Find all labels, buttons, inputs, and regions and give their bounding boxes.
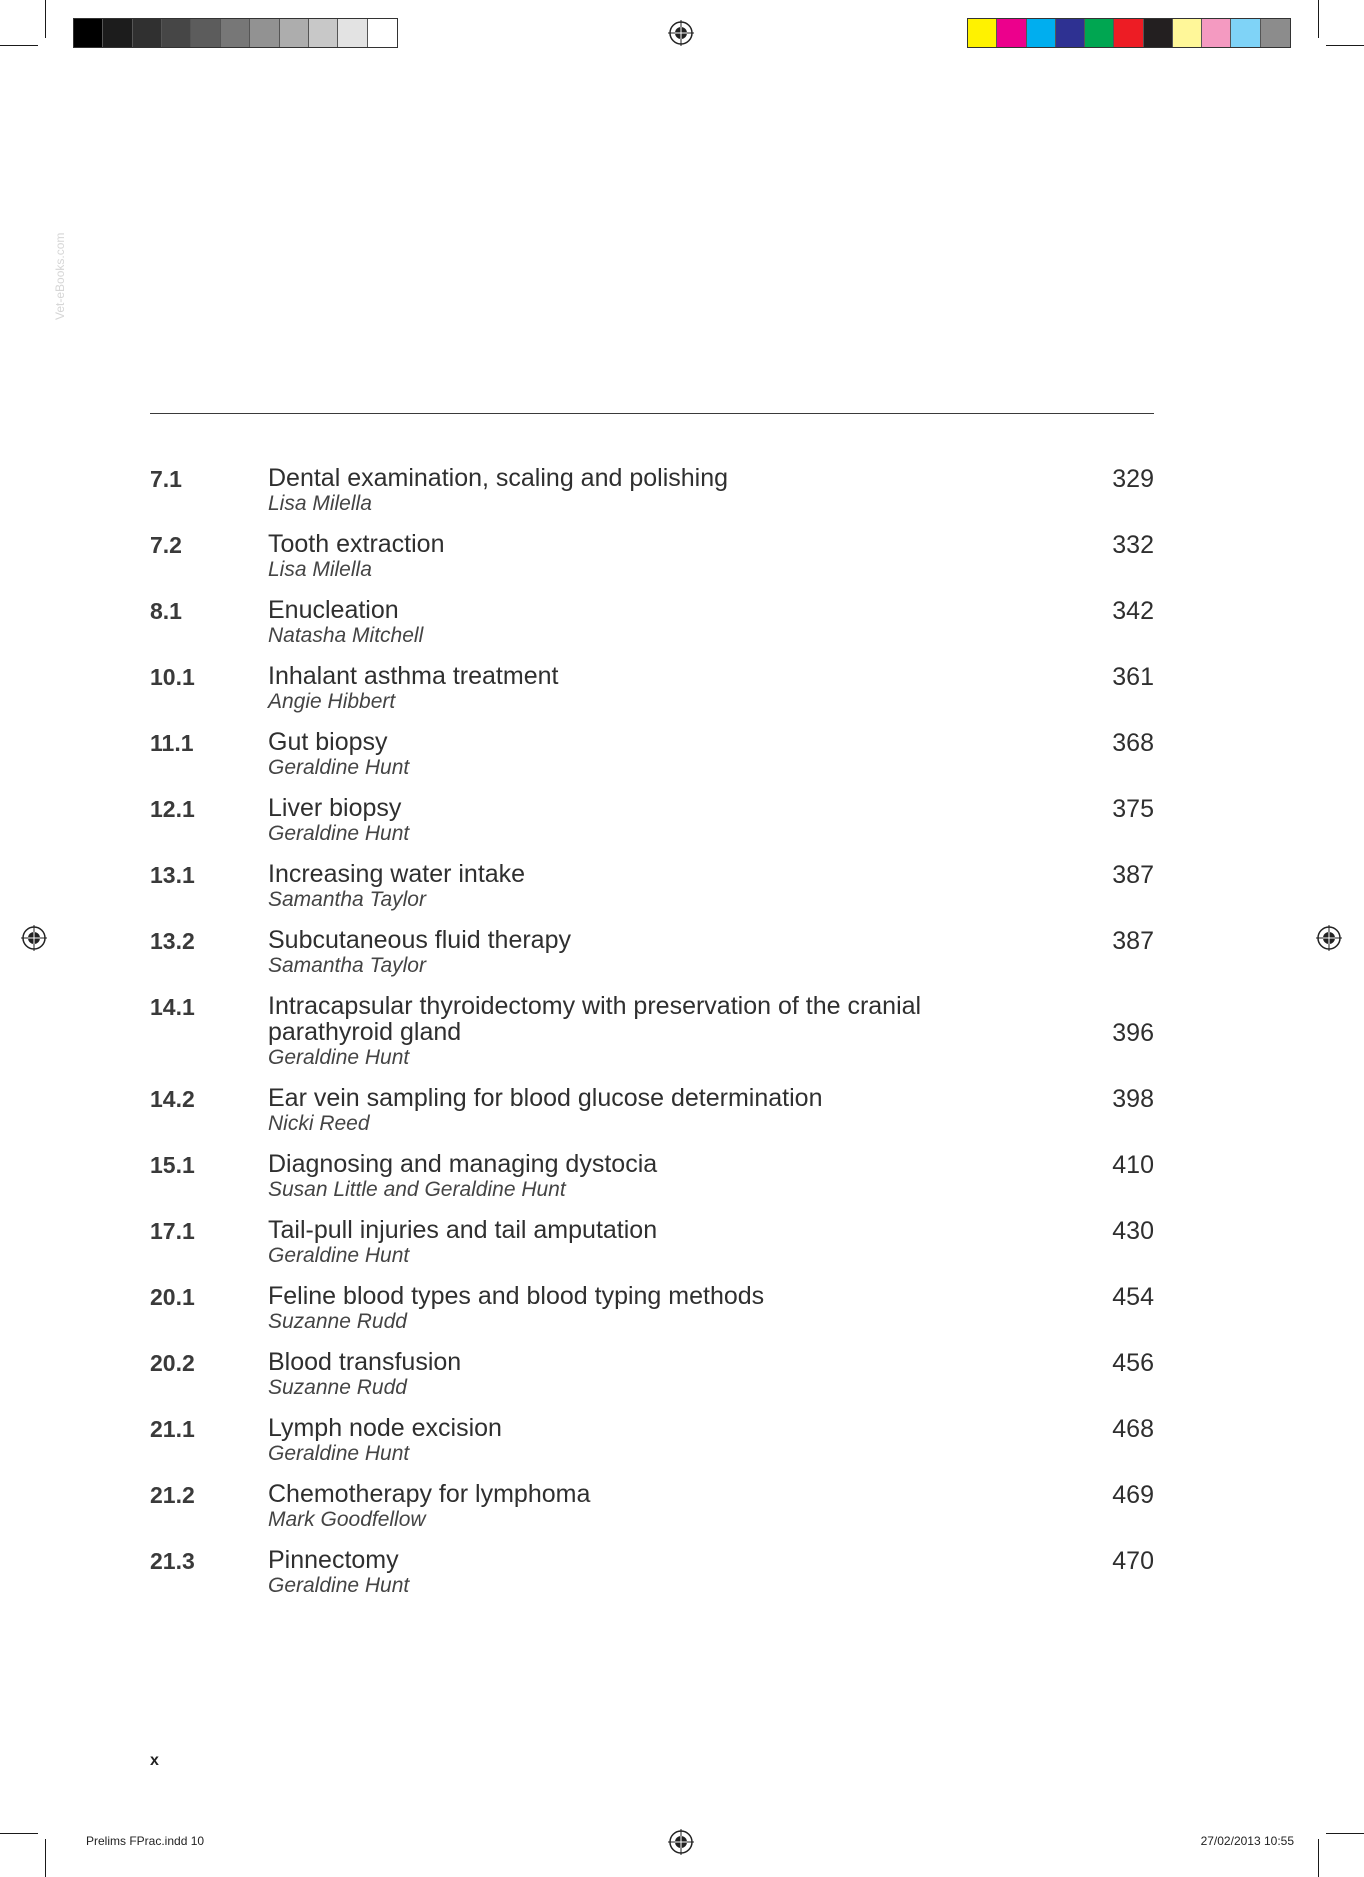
- registration-mark-icon: [668, 1829, 694, 1855]
- registration-mark-icon: [1316, 925, 1342, 951]
- process-color-bar: [967, 18, 1291, 48]
- color-swatch: [162, 19, 191, 47]
- entry-title: Pinnectomy: [268, 1546, 399, 1574]
- entry-number: 7.1: [150, 466, 182, 492]
- crop-mark: [45, 1839, 46, 1877]
- entry-author: Suzanne Rudd: [268, 1310, 407, 1333]
- entry-body: [268, 531, 1154, 583]
- crop-mark: [1326, 45, 1364, 46]
- entry-body: [268, 1415, 1154, 1467]
- color-swatch: [968, 19, 997, 47]
- entry-page-number: 410: [1112, 1151, 1154, 1179]
- entry-number: 20.1: [150, 1284, 195, 1310]
- entry-page-number: 368: [1112, 729, 1154, 757]
- entry-page-number: 470: [1112, 1547, 1154, 1575]
- toc-entry: [150, 1217, 1154, 1269]
- entry-title: Tooth extraction: [268, 530, 445, 558]
- entry-number: 8.1: [150, 598, 182, 624]
- toc-entry: [150, 993, 1154, 1071]
- entry-body: [268, 1547, 1154, 1599]
- entry-page-number: 375: [1112, 795, 1154, 823]
- toc-entry: [150, 663, 1154, 715]
- entry-body: [268, 663, 1154, 715]
- registration-mark-icon: [668, 20, 694, 46]
- crop-mark: [45, 0, 46, 38]
- entry-author: Lisa Milella: [268, 492, 372, 515]
- entry-number: 14.2: [150, 1086, 195, 1112]
- entry-body: [268, 795, 1154, 847]
- color-swatch: [1231, 19, 1260, 47]
- entry-page-number: 387: [1112, 927, 1154, 955]
- entry-author: Natasha Mitchell: [268, 624, 424, 647]
- entry-author: Lisa Milella: [268, 558, 372, 581]
- entry-number: 21.1: [150, 1416, 195, 1442]
- entry-title: Intracapsular thyroidectomy with preservation of the cranial parathyroid gland: [268, 992, 922, 1046]
- entry-body: [268, 729, 1154, 781]
- entry-author: Geraldine Hunt: [268, 1442, 410, 1465]
- color-swatch: [221, 19, 250, 47]
- entry-number: 17.1: [150, 1218, 195, 1244]
- entry-author: Nicki Reed: [268, 1112, 370, 1135]
- color-swatch: [1202, 19, 1231, 47]
- entry-title: Dental examination, scaling and polishing: [268, 464, 729, 492]
- entry-number: 11.1: [150, 730, 194, 756]
- entry-page-number: 361: [1112, 663, 1154, 691]
- entry-author: Geraldine Hunt: [268, 1574, 410, 1597]
- color-swatch: [1114, 19, 1143, 47]
- entry-page-number: 387: [1112, 861, 1154, 889]
- page-folio: x: [150, 1752, 159, 1769]
- entry-body: [268, 1217, 1154, 1269]
- toc-entry: [150, 1151, 1154, 1203]
- entry-body: [268, 1283, 1154, 1335]
- header-rule: [150, 413, 1154, 414]
- entry-body: [268, 1085, 1154, 1137]
- entry-author: Geraldine Hunt: [268, 1244, 410, 1267]
- entry-title: Liver biopsy: [268, 794, 402, 822]
- color-swatch: [74, 19, 103, 47]
- toc-entry: [150, 1547, 1154, 1599]
- slug-file-name: Prelims FPrac.indd 10: [86, 1834, 205, 1848]
- watermark: Vet-eBooks.com: [53, 232, 67, 320]
- toc-entry: [150, 597, 1154, 649]
- entry-author: Geraldine Hunt: [268, 756, 410, 779]
- entry-page-number: 342: [1112, 597, 1154, 625]
- entry-title: Inhalant asthma treatment: [268, 662, 559, 690]
- entry-page-number: 454: [1112, 1283, 1154, 1311]
- entry-author: Samantha Taylor: [268, 888, 426, 911]
- toc-entry: [150, 861, 1154, 913]
- slug-datetime: 27/02/2013 10:55: [1200, 1834, 1294, 1848]
- entry-body: [268, 927, 1154, 979]
- color-swatch: [338, 19, 367, 47]
- entry-page-number: 332: [1112, 531, 1154, 559]
- entry-page-number: 468: [1112, 1415, 1154, 1443]
- crop-mark: [0, 1833, 38, 1834]
- entry-title: Tail-pull injuries and tail amputation: [268, 1216, 658, 1244]
- color-swatch: [1027, 19, 1056, 47]
- entry-title: Increasing water intake: [268, 860, 526, 888]
- color-swatch: [368, 19, 397, 47]
- toc-entry: [150, 531, 1154, 583]
- entry-author: Susan Little and Geraldine Hunt: [268, 1178, 566, 1201]
- entry-number: 20.2: [150, 1350, 195, 1376]
- entry-body: [268, 1481, 1154, 1533]
- color-swatch: [1261, 19, 1290, 47]
- color-swatch: [133, 19, 162, 47]
- color-swatch: [997, 19, 1026, 47]
- entry-title: Diagnosing and managing dystocia: [268, 1150, 658, 1178]
- crop-mark: [0, 45, 38, 46]
- color-swatch: [1056, 19, 1085, 47]
- color-swatch: [1144, 19, 1173, 47]
- toc-entry: [150, 1481, 1154, 1533]
- grayscale-color-bar: [73, 18, 398, 48]
- color-swatch: [250, 19, 279, 47]
- toc-entry: [150, 795, 1154, 847]
- entry-number: 21.3: [150, 1548, 195, 1574]
- entry-page-number: 469: [1112, 1481, 1154, 1509]
- entry-title: Gut biopsy: [268, 728, 388, 756]
- entry-body: [268, 861, 1154, 913]
- entry-page-number: 398: [1112, 1085, 1154, 1113]
- entry-number: 15.1: [150, 1152, 195, 1178]
- entry-title: Blood transfusion: [268, 1348, 462, 1376]
- toc-entry: [150, 1415, 1154, 1467]
- entry-body: [268, 1151, 1154, 1203]
- entry-title: Subcutaneous fluid therapy: [268, 926, 571, 954]
- entry-body: [268, 465, 1154, 517]
- entry-title: Chemotherapy for lymphoma: [268, 1480, 591, 1508]
- entry-page-number: 456: [1112, 1349, 1154, 1377]
- entry-title: Enucleation: [268, 596, 399, 624]
- entry-page-number: 329: [1112, 465, 1154, 493]
- entry-body: [268, 993, 1154, 1071]
- toc-entry: [150, 729, 1154, 781]
- entry-number: 21.2: [150, 1482, 195, 1508]
- toc-entry: [150, 1283, 1154, 1335]
- entry-body: [268, 1349, 1154, 1401]
- entry-page-number: 430: [1112, 1217, 1154, 1245]
- entry-number: 13.1: [150, 862, 195, 888]
- entry-title: Lymph node excision: [268, 1414, 502, 1442]
- entry-body: [268, 597, 1154, 649]
- color-swatch: [103, 19, 132, 47]
- entry-number: 13.2: [150, 928, 195, 954]
- procedures-list: [150, 465, 1154, 1613]
- color-swatch: [1173, 19, 1202, 47]
- entry-number: 12.1: [150, 796, 195, 822]
- crop-mark: [1318, 0, 1319, 38]
- color-swatch: [309, 19, 338, 47]
- entry-author: Suzanne Rudd: [268, 1376, 407, 1399]
- toc-entry: [150, 927, 1154, 979]
- crop-mark: [1326, 1833, 1364, 1834]
- crop-mark: [1318, 1839, 1319, 1877]
- color-swatch: [1085, 19, 1114, 47]
- registration-mark-icon: [21, 925, 47, 951]
- entry-author: Angie Hibbert: [268, 690, 396, 713]
- entry-author: Geraldine Hunt: [268, 822, 410, 845]
- entry-title: Feline blood types and blood typing methods: [268, 1282, 765, 1310]
- entry-author: Geraldine Hunt: [268, 1046, 410, 1069]
- entry-title: Ear vein sampling for blood glucose determination: [268, 1084, 823, 1112]
- color-swatch: [191, 19, 220, 47]
- entry-number: 7.2: [150, 532, 182, 558]
- color-swatch: [280, 19, 309, 47]
- entry-number: 14.1: [150, 994, 195, 1020]
- toc-entry: [150, 1085, 1154, 1137]
- entry-page-number: 396: [1112, 1019, 1154, 1047]
- entry-author: Samantha Taylor: [268, 954, 426, 977]
- toc-entry: [150, 465, 1154, 517]
- toc-entry: [150, 1349, 1154, 1401]
- entry-author: Mark Goodfellow: [268, 1508, 426, 1531]
- entry-number: 10.1: [150, 664, 195, 690]
